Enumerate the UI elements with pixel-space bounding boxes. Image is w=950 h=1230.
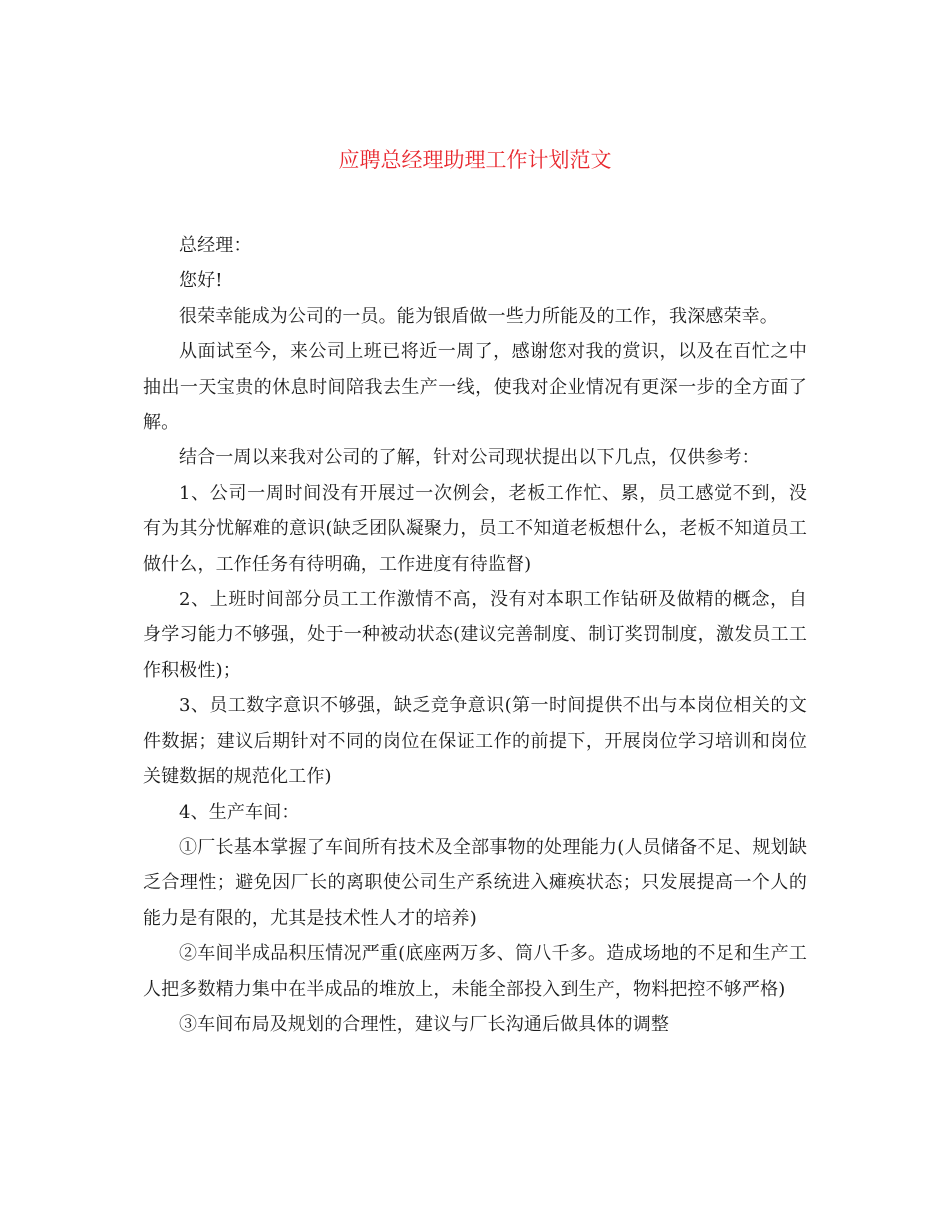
point-3: 3、员工数字意识不够强，缺乏竞争意识(第一时间提供不出与本岗位相关的文件数据；建议后期针对不同的岗位在保证工作的前提下，开展岗位学习培训和岗位关键数据的规范化工作) bbox=[143, 695, 807, 788]
salutation: 总经理： bbox=[179, 235, 252, 256]
paragraph-thanks: 从面试至今，来公司上班已将近一周了，感谢您对我的赏识，以及在百忙之中抽出一天宝贵的休息时间陪我去生产一线，使我对企业情况有更深一步的全方面了解。 bbox=[143, 341, 807, 434]
point-4-item-3: ③车间布局及规划的合理性，建议与厂长沟通后做具体的调整 bbox=[179, 1013, 670, 1035]
point-1: 1、公司一周时间没有开展过一次例会，老板工作忙、累，员工感觉不到，没有为其分忧解难的意识(缺乏团队凝聚力，员工不知道老板想什么，老板不知道员工做什么，工作任务有待明确，工作进度有待监督) bbox=[143, 482, 807, 575]
greeting: 您好! bbox=[179, 270, 223, 292]
paragraph-summary: 结合一周以来我对公司的了解，针对公司现状提出以下几点，仅供参考： bbox=[179, 447, 760, 469]
paragraph-intro: 很荣幸能成为公司的一员。能为银盾做一些力所能及的工作，我深感荣幸。 bbox=[179, 305, 778, 327]
point-4-item-1: ①厂长基本掌握了车间所有技术及全部事物的处理能力(人员储备不足、规划缺乏合理性；避免因厂长的离职使公司生产系统进入瘫痪状态；只发展提高一个人的能力是有限的，尤其是技术性人才的培养) bbox=[143, 836, 807, 929]
point-4-item-2: ②车间半成品积压情况严重(底座两万多、筒八千多。造成场地的不足和生产工人把多数精力集中在半成品的堆放上，未能全部投入到生产，物料把控不够严格) bbox=[143, 943, 807, 1000]
document-title: 应聘总经理助理工作计划范文 bbox=[338, 148, 612, 172]
document-body bbox=[143, 228, 807, 1042]
point-2: 2、上班时间部分员工工作激情不高，没有对本职工作钻研及做精的概念，自身学习能力不够强，处于一种被动状态(建议完善制度、制订奖罚制度，激发员工工作积极性)； bbox=[143, 589, 807, 681]
point-4-heading: 4、生产车间： bbox=[179, 801, 300, 823]
